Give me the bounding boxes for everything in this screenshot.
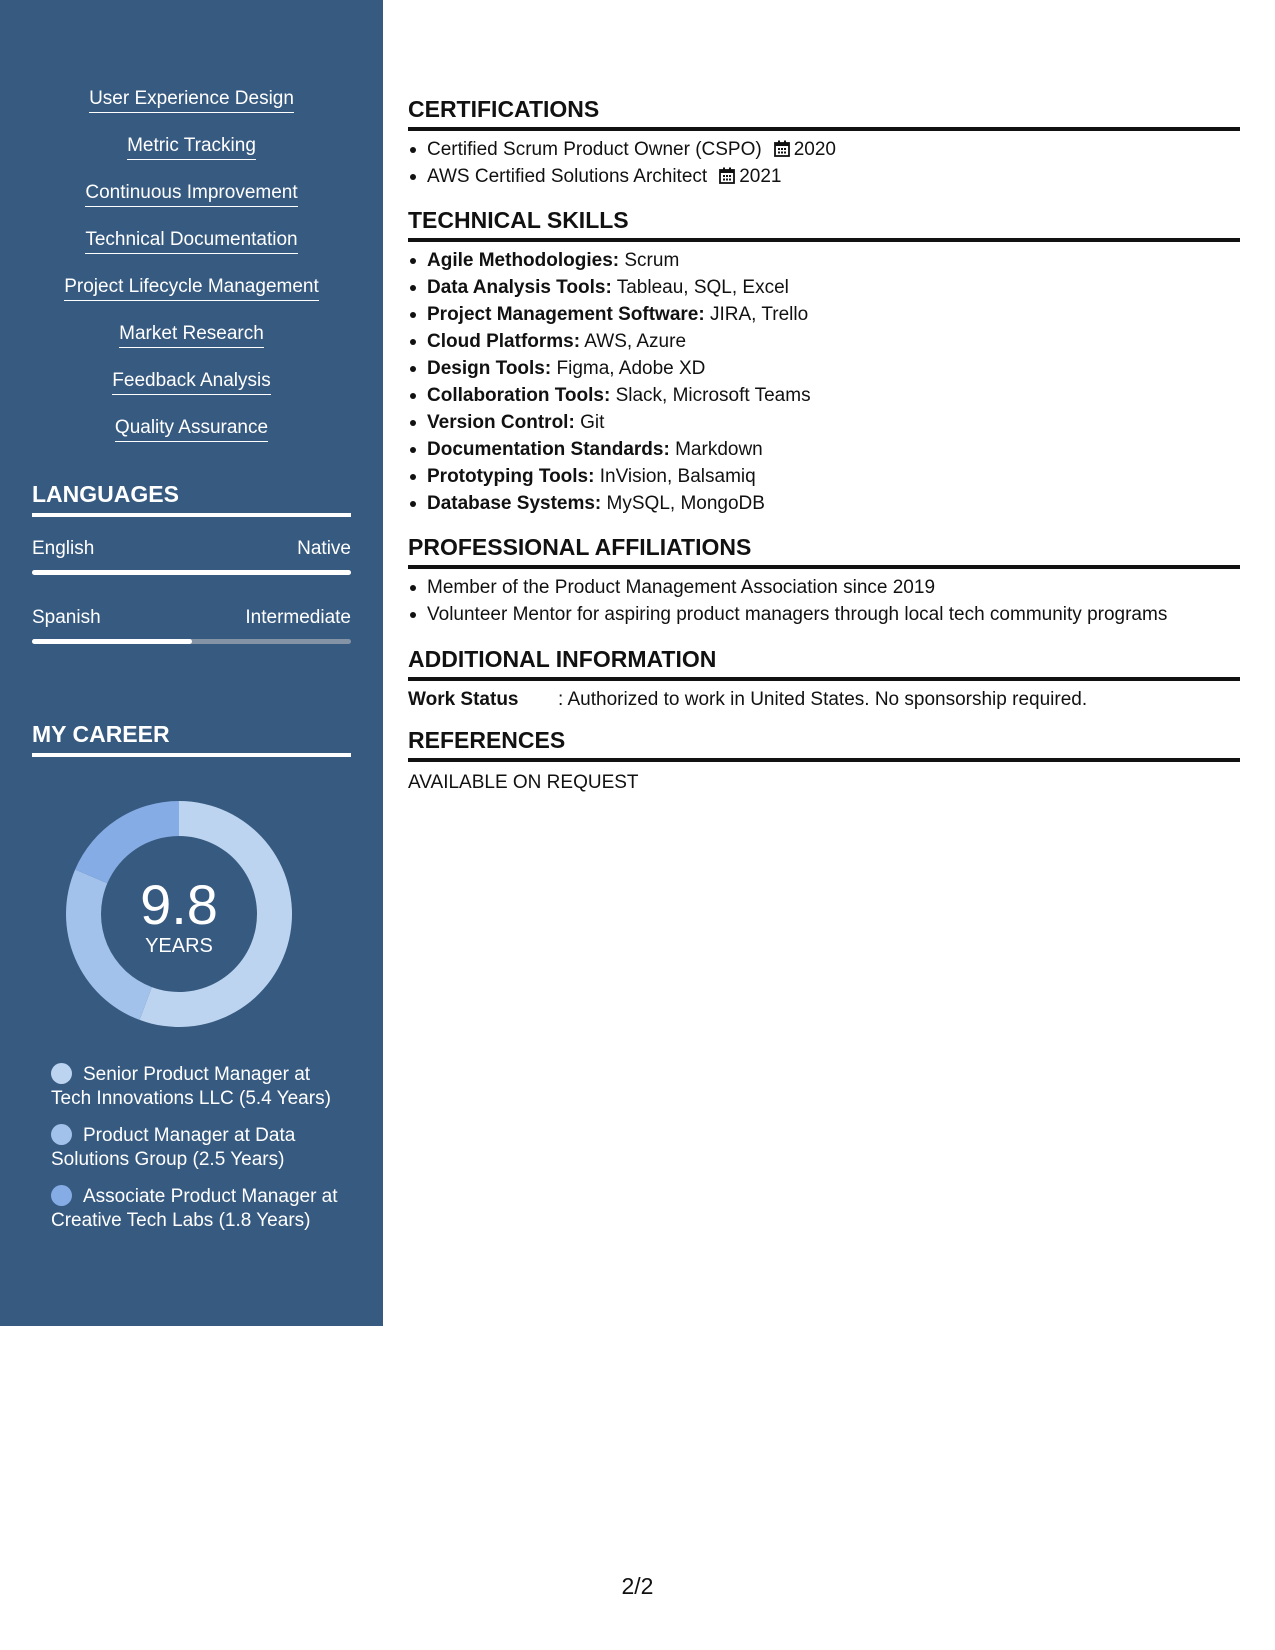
technical-skill-item — [408, 301, 1240, 328]
technical-skills-section — [408, 206, 1240, 517]
skills-list — [0, 88, 383, 464]
skill-values: Markdown — [669, 439, 763, 460]
language-level: Native — [297, 538, 351, 559]
skill-category: Design Tools: — [427, 358, 552, 379]
career-legend-item — [51, 1185, 341, 1233]
skill-item: Quality Assurance — [115, 417, 268, 442]
work-status-value: : Authorized to work in United States. No sponsorship required. — [558, 689, 1088, 710]
certification-item — [408, 136, 1240, 163]
affiliations-section — [408, 533, 1240, 628]
skill-category: Database Systems: — [427, 493, 602, 514]
certification-item — [408, 163, 1240, 190]
language-name: Spanish — [32, 607, 101, 628]
skill-item: Market Research — [119, 323, 264, 348]
career-donut-chart — [66, 801, 292, 1027]
skill-item: Continuous Improvement — [85, 182, 297, 207]
certification-year: 2021 — [739, 166, 782, 187]
skill-category: Prototyping Tools: — [427, 466, 595, 487]
language-name: English — [32, 538, 95, 559]
skill-category: Documentation Standards: — [427, 439, 670, 460]
career-role: Product Manager at Data Solutions Group (2.5 Years) — [51, 1125, 296, 1170]
calendar-icon — [719, 167, 735, 184]
language-spanish — [32, 607, 351, 644]
skill-category: Version Control: — [427, 412, 575, 433]
technical-skill-item — [408, 436, 1240, 463]
certification-name: Certified Scrum Product Owner (CSPO) — [427, 139, 762, 160]
sidebar — [0, 0, 383, 1326]
career-role: Associate Product Manager at Creative Tech Labs (1.8 Years) — [51, 1186, 338, 1231]
calendar-icon — [774, 140, 790, 157]
technical-skill-item — [408, 463, 1240, 490]
additional-info-section — [408, 645, 1240, 712]
career-legend — [51, 1063, 341, 1246]
references-heading: REFERENCES — [408, 726, 1240, 762]
technical-skill-item — [408, 274, 1240, 301]
language-proficiency-fill — [32, 639, 192, 644]
skill-category: Cloud Platforms: — [427, 331, 581, 352]
language-level: Intermediate — [245, 607, 351, 628]
language-proficiency-bar — [32, 570, 351, 575]
skill-values: MySQL, MongoDB — [601, 493, 765, 514]
references-text: AVAILABLE ON REQUEST — [408, 772, 639, 793]
technical-skill-item — [408, 328, 1240, 355]
legend-dot — [51, 1063, 72, 1084]
language-proficiency-bar — [32, 639, 351, 644]
language-english — [32, 538, 351, 575]
skill-category: Data Analysis Tools: — [427, 277, 612, 298]
technical-skill-item — [408, 247, 1240, 274]
work-status-row — [408, 688, 1240, 712]
skill-category: Project Management Software: — [427, 304, 705, 325]
references-section — [408, 726, 1240, 795]
affiliation-item: Volunteer Mentor for aspiring product managers through local tech community programs — [408, 601, 1240, 628]
skill-values: InVision, Balsamiq — [594, 466, 756, 487]
skill-category: Collaboration Tools: — [427, 385, 611, 406]
skill-category: Agile Methodologies: — [427, 250, 620, 271]
skill-item: Metric Tracking — [127, 135, 256, 160]
certifications-section — [408, 95, 1240, 190]
certification-name: AWS Certified Solutions Architect — [427, 166, 708, 187]
legend-dot — [51, 1124, 72, 1145]
skill-values: Slack, Microsoft Teams — [610, 385, 811, 406]
skill-values: AWS, Azure — [580, 331, 687, 352]
career-legend-item — [51, 1063, 341, 1111]
affiliation-item: Member of the Product Management Association since 2019 — [408, 574, 1240, 601]
skill-values: Tableau, SQL, Excel — [611, 277, 789, 298]
affiliations-heading: PROFESSIONAL AFFILIATIONS — [408, 533, 1240, 569]
technical-skill-item — [408, 382, 1240, 409]
skill-values: Figma, Adobe XD — [551, 358, 706, 379]
career-total-years: 9.8 — [140, 873, 218, 936]
additional-info-heading: ADDITIONAL INFORMATION — [408, 645, 1240, 681]
page-number: 2/2 — [621, 1573, 654, 1599]
technical-skill-item — [408, 490, 1240, 517]
skill-item: User Experience Design — [89, 88, 294, 113]
skill-item: Project Lifecycle Management — [64, 276, 319, 301]
technical-skill-item — [408, 409, 1240, 436]
certification-year: 2020 — [793, 139, 836, 160]
legend-dot — [51, 1185, 72, 1206]
skill-values: JIRA, Trello — [704, 304, 809, 325]
donut-slice — [75, 801, 179, 883]
career-heading: MY CAREER — [32, 720, 351, 757]
work-status-label: Work Status — [408, 689, 519, 710]
languages-heading: LANGUAGES — [32, 480, 351, 517]
skill-item: Feedback Analysis — [112, 370, 270, 395]
skill-item: Technical Documentation — [85, 229, 297, 254]
career-total-unit: YEARS — [145, 935, 213, 957]
technical-skill-item — [408, 355, 1240, 382]
skill-values: Git — [574, 412, 605, 433]
career-legend-item — [51, 1124, 341, 1172]
technical-skills-heading: TECHNICAL SKILLS — [408, 206, 1240, 242]
language-proficiency-fill — [32, 570, 351, 575]
certifications-heading: CERTIFICATIONS — [408, 95, 1240, 131]
career-role: Senior Product Manager at Tech Innovations LLC (5.4 Years) — [51, 1064, 331, 1109]
skill-values: Scrum — [619, 250, 680, 271]
